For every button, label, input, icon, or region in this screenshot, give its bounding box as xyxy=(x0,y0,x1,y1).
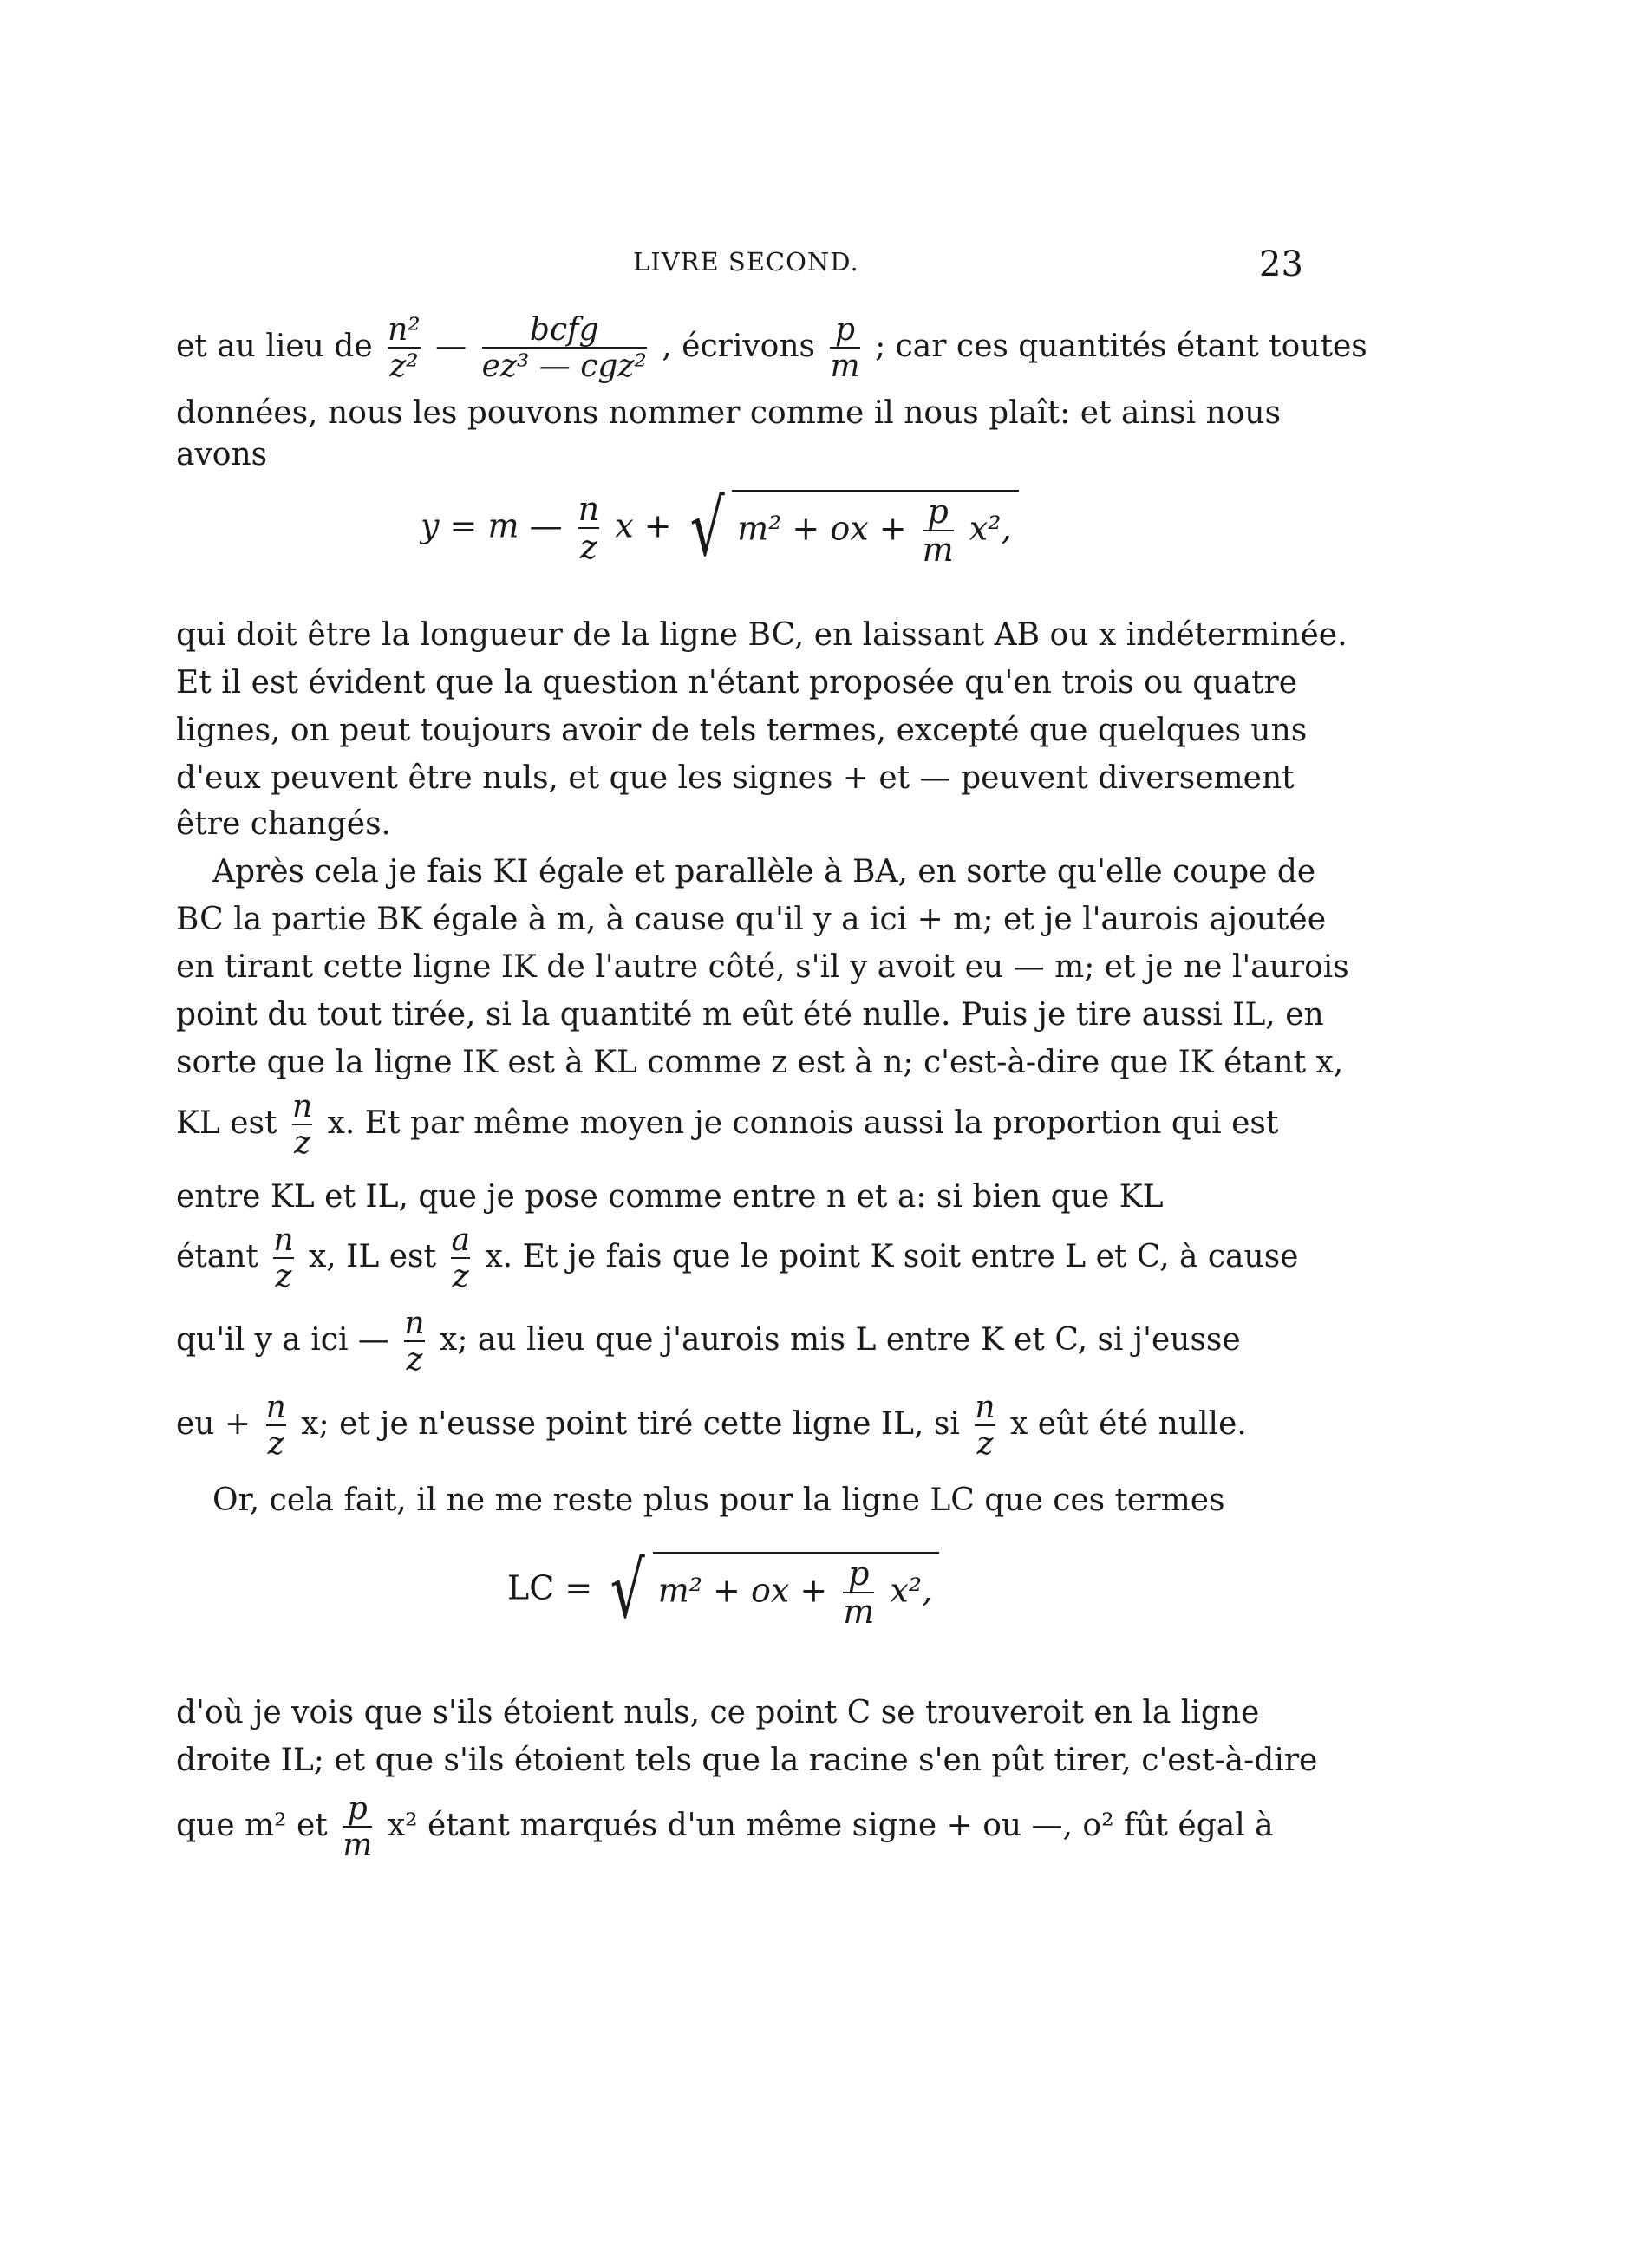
radicand: m² + ox + $\frac{p}{m}$ x², xyxy=(653,1552,939,1630)
paragraph-3-line-4: point du tout tirée, si la quantité m eût été nulle. Puis je tire aussi IL, en xyxy=(176,997,1324,1033)
paragraph-2-line-2: Et il est évident que la question n'étant proposée qu'en trois ou quatre xyxy=(176,665,1298,701)
page-number: 23 xyxy=(1259,244,1303,284)
radical-sign-icon: √ xyxy=(610,1545,646,1636)
paragraph-3-line-1: Après cela je fais KI égale et parallèle à BA, en sorte qu'elle coupe de xyxy=(212,854,1316,890)
paragraph-1-line-2: données, nous les pouvons nommer comme il nous plaît: et ainsi nous xyxy=(176,395,1282,431)
fraction: $\frac{p}{m}$ xyxy=(830,312,860,384)
fraction: $\frac{n}{z}$ xyxy=(291,1089,313,1161)
paragraph-5-line-1: d'où je vois que s'ils étoient nuls, ce point C se trouveroit en la ligne xyxy=(176,1695,1260,1730)
equation-1: y = m — $\frac{n}{z}$ x + √ m² + ox + $\frac{p}{m}$ x², xyxy=(421,490,1019,568)
radicand: m² + ox + $\frac{p}{m}$ x², xyxy=(732,490,1018,568)
paragraph-2-line-1: qui doit être la longueur de la ligne BC, en laissant AB ou x indéterminée. xyxy=(176,617,1348,653)
fraction: $\frac{p}{m}$ xyxy=(843,1554,875,1631)
paragraph-5-line-2: droite IL; et que s'ils étoient tels que la racine s'en pût tirer, c'est-à-dire xyxy=(176,1743,1318,1778)
paragraph-3-line-7: entre KL et IL, que je pose comme entre n et a: si bien que KL xyxy=(176,1179,1164,1215)
paragraph-3-line-9: qu'il y a ici — $\frac{n}{z}$ x; au lieu que j'aurois mis L entre K et C, si j'eusse xyxy=(176,1306,1241,1378)
fraction: $\frac{p}{m}$ xyxy=(922,492,954,569)
fraction: $\frac{p}{m}$ xyxy=(343,1791,373,1863)
paragraph-5-line-3: que m² et $\frac{p}{m}$ x² étant marqués d'un même signe + ou —, o² fût égal à xyxy=(176,1791,1274,1863)
fraction: $\frac{n}{z}$ xyxy=(273,1222,294,1294)
fraction: $\frac{\text{bcfg}}{\text{ez³ — cgz²}}$ xyxy=(481,312,647,384)
fraction: $\frac{n}{z}$ xyxy=(578,490,600,566)
fraction: $\frac{\text{n²}}{\text{z²}}$ xyxy=(388,312,421,384)
paragraph-3-line-6: KL est $\frac{n}{z}$ x. Et par même moyen je connois aussi la proportion qui est xyxy=(176,1089,1279,1161)
running-head: LIVRE SECOND. xyxy=(633,247,859,277)
paragraph-1-line-3: avons xyxy=(176,437,268,472)
paragraph-3-line-10: eu + $\frac{n}{z}$ x; et je n'eusse point tiré cette ligne IL, si $\frac{n}{z}$ x eût été nulle. xyxy=(176,1390,1247,1462)
paragraph-2-line-4: d'eux peuvent être nuls, et que les signes + et — peuvent diversement xyxy=(176,760,1295,796)
radical-sign-icon: √ xyxy=(689,483,725,574)
paragraph-3-line-8: étant $\frac{n}{z}$ x, IL est $\frac{a}{z}$ x. Et je fais que le point K soit entre L et C, à cause xyxy=(176,1222,1299,1294)
paragraph-3-line-2: BC la partie BK égale à m, à cause qu'il y a ici + m; et je l'aurois ajoutée xyxy=(176,902,1327,937)
fraction: $\frac{n}{z}$ xyxy=(975,1390,995,1462)
paragraph-4-line-1: Or, cela fait, il ne me reste plus pour la ligne LC que ces termes xyxy=(212,1483,1225,1518)
paragraph-3-line-5: sorte que la ligne IK est à KL comme z est à n; c'est-à-dire que IK étant x, xyxy=(176,1045,1344,1080)
paragraph-1-line-1: et au lieu de $\frac{\text{n²}}{\text{z²}}$ — $\frac{\text{bcfg}}{\text{ez³ — cgz²}}$ , écrivons $\frac{p}{m}$ ; car ces quantités étant toutes xyxy=(176,312,1367,384)
equation-2: LC = √ m² + ox + $\frac{p}{m}$ x², xyxy=(507,1552,939,1630)
paragraph-3-line-3: en tirant cette ligne IK de l'autre côté, s'il y avoit eu — m; et je ne l'aurois xyxy=(176,949,1349,985)
paragraph-2-line-5: être changés. xyxy=(176,806,391,842)
fraction: $\frac{a}{z}$ xyxy=(451,1222,470,1294)
paragraph-2-line-3: lignes, on peut toujours avoir de tels termes, excepté que quelques uns xyxy=(176,713,1308,748)
fraction: $\frac{n}{z}$ xyxy=(404,1306,425,1378)
fraction: $\frac{n}{z}$ xyxy=(265,1390,286,1462)
